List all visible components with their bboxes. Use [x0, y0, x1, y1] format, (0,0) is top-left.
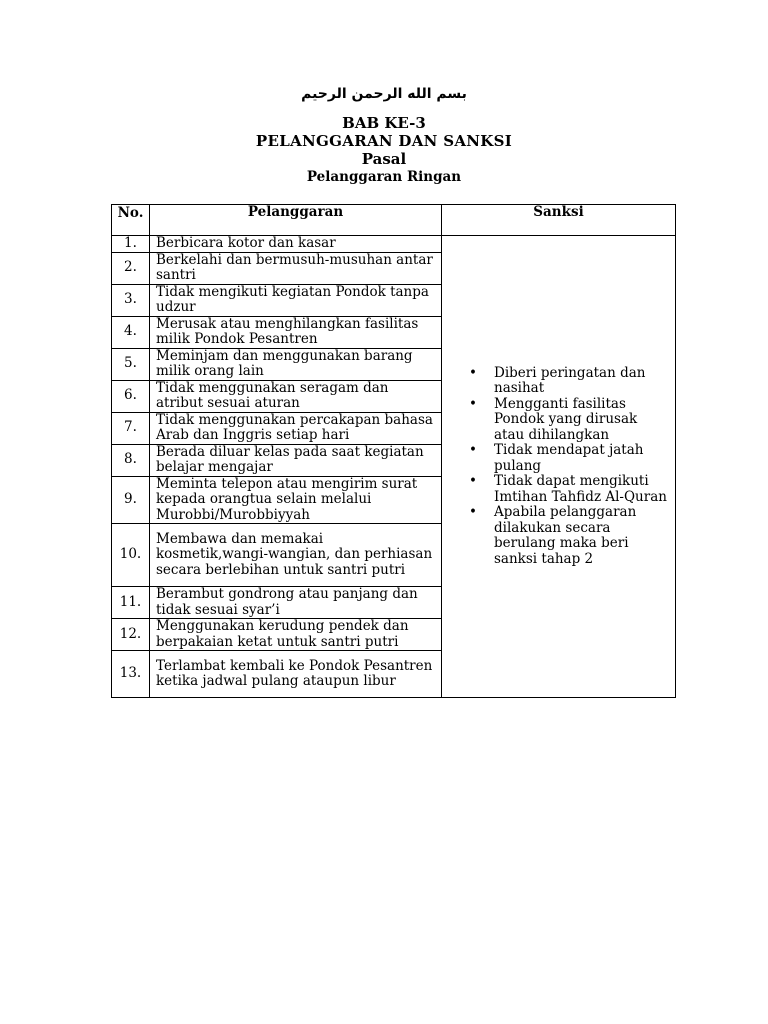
- row-number: 9.: [112, 476, 150, 524]
- violation-text: Membawa dan memakai kosmetik,wangi-wangian, dan perhiasan secara berlebihan untuk santri putri: [150, 524, 442, 587]
- sanction-item: • Tidak dapat mengikuti Imtihan Tahfidz Al-Quran: [494, 474, 669, 505]
- sanction-item: • Apabila pelanggaran dilakukan secara berulang maka beri sanksi tahap 2: [494, 505, 669, 567]
- violation-text: Berkelahi dan bermusuh-musuhan antar santri: [150, 252, 442, 284]
- row-number: 13.: [112, 651, 150, 698]
- violation-text: Meminjam dan menggunakan barang milik orang lain: [150, 348, 442, 380]
- basmala: بسم الله الرحمن الرحيم: [301, 86, 467, 102]
- row-number: 3.: [112, 284, 150, 316]
- row-number: 8.: [112, 444, 150, 476]
- violation-text: Berada diluar kelas pada saat kegiatan belajar mengajar: [150, 444, 442, 476]
- table-row: [112, 236, 676, 253]
- violation-text: Terlambat kembali ke Pondok Pesantren ketika jadwal pulang ataupun libur: [150, 651, 442, 698]
- violation-text: Meminta telepon atau mengirim surat kepada orangtua selain melalui Murobbi/Murobbiyyah: [150, 476, 442, 524]
- table-body: [112, 236, 676, 698]
- violations-table: [111, 204, 676, 698]
- row-number: 12.: [112, 619, 150, 651]
- row-number: 10.: [112, 524, 150, 587]
- row-number: 5.: [112, 348, 150, 380]
- violation-text: Berambut gondrong atau panjang dan tidak sesuai syar’i: [150, 587, 442, 619]
- violation-text: Tidak menggunakan percakapan bahasa Arab dan Inggris setiap hari: [150, 412, 442, 444]
- row-number: 4.: [112, 316, 150, 348]
- article-heading: Pasal: [361, 150, 407, 168]
- row-number: 11.: [112, 587, 150, 619]
- header-no: No.: [112, 205, 150, 236]
- violation-text: Tidak menggunakan seragam dan atribut sesuai aturan: [150, 380, 442, 412]
- sanction-cell: [442, 236, 676, 698]
- chapter-heading: BAB KE-3: [342, 114, 426, 132]
- violation-text: Merusak atau menghilangkan fasilitas milik Pondok Pesantren: [150, 316, 442, 348]
- table-header-row: [112, 205, 676, 236]
- row-number: 6.: [112, 380, 150, 412]
- violation-text: Menggunakan kerudung pendek dan berpakaian ketat untuk santri putri: [150, 619, 442, 651]
- sanction-item: • Mengganti fasilitas Pondok yang dirusak atau dihilangkan: [494, 397, 669, 444]
- section-subtitle: Pelanggaran Ringan: [306, 169, 462, 185]
- row-number: 7.: [112, 412, 150, 444]
- header-violation: Pelanggaran: [150, 205, 442, 236]
- violation-text: Berbicara kotor dan kasar: [150, 236, 442, 253]
- sanction-list: [442, 366, 669, 568]
- row-number: 2.: [112, 252, 150, 284]
- sanction-item: • Diberi peringatan dan nasihat: [494, 366, 669, 397]
- violation-text: Tidak mengikuti kegiatan Pondok tanpa udzur: [150, 284, 442, 316]
- row-number: 1.: [112, 236, 150, 253]
- header-sanction: Sanksi: [442, 205, 676, 236]
- sanction-item: • Tidak mendapat jatah pulang: [494, 443, 669, 474]
- chapter-title: PELANGGARAN DAN SANKSI: [255, 132, 513, 150]
